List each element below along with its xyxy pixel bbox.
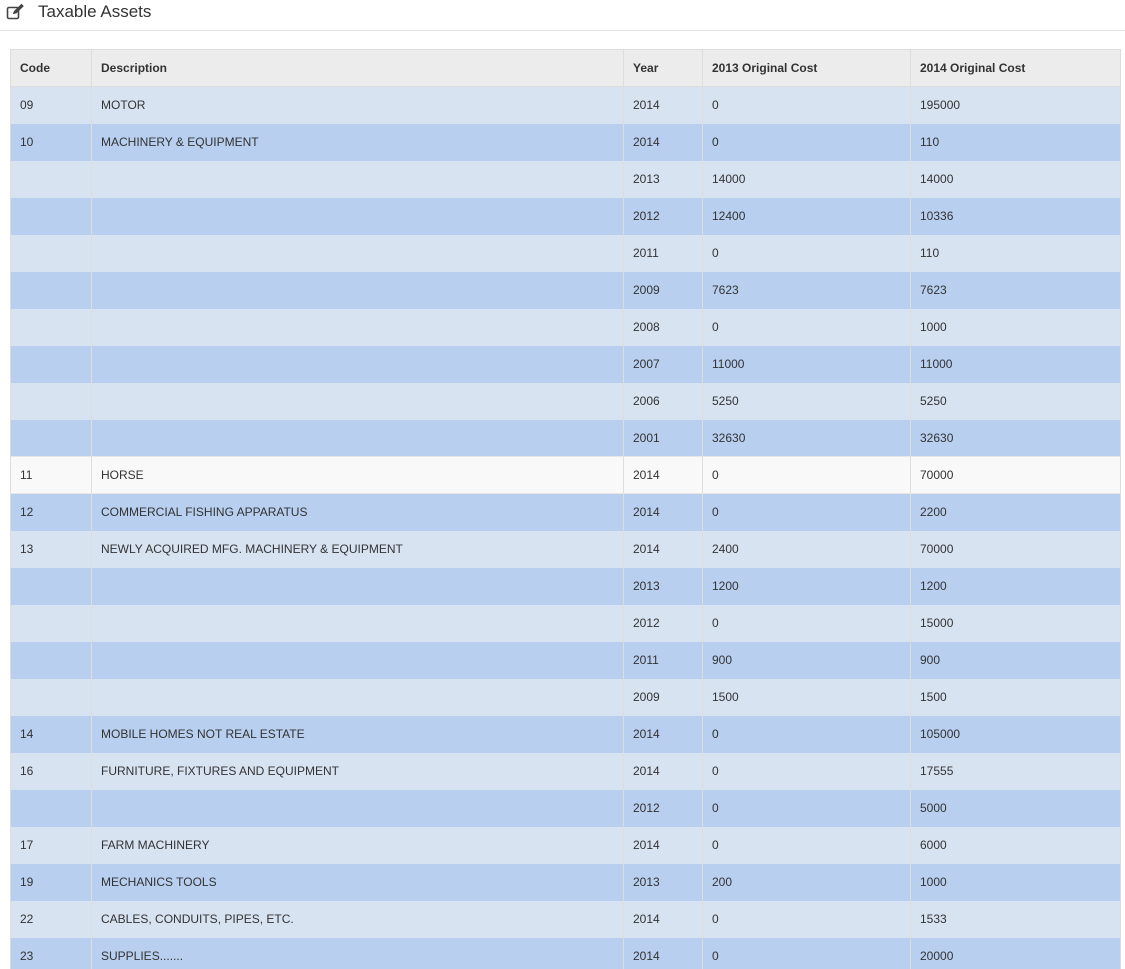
cell-description: MOBILE HOMES NOT REAL ESTATE [92,716,624,753]
table-body [11,87,1121,969]
cell-description [92,790,624,827]
cell-2013-original-cost: 0 [703,716,911,753]
table-row[interactable] [11,457,1121,494]
cell-code [11,272,92,309]
cell-year: 2001 [624,420,703,457]
cell-description [92,198,624,235]
cell-code: 22 [11,901,92,938]
cell-2013-original-cost: 0 [703,494,911,531]
cell-year: 2014 [624,494,703,531]
cell-year: 2013 [624,864,703,901]
cell-2014-original-cost: 900 [911,642,1121,679]
cell-2013-original-cost: 1500 [703,679,911,716]
cell-code: 14 [11,716,92,753]
cell-2013-original-cost: 0 [703,235,911,272]
cell-description [92,642,624,679]
cell-2014-original-cost: 7623 [911,272,1121,309]
cell-year: 2014 [624,457,703,494]
cell-year: 2006 [624,383,703,420]
cell-year: 2009 [624,272,703,309]
cell-description: MOTOR [92,87,624,124]
cell-code [11,642,92,679]
taxable-assets-table [10,49,1121,969]
panel-header [0,0,1125,31]
cell-code [11,605,92,642]
cell-description [92,346,624,383]
cell-description [92,679,624,716]
cell-year: 2011 [624,642,703,679]
cell-2014-original-cost: 70000 [911,457,1121,494]
cell-year: 2012 [624,198,703,235]
cell-2013-original-cost: 0 [703,309,911,346]
cell-code [11,346,92,383]
column-header-2013-original-cost[interactable]: 2013 Original Cost [703,50,911,87]
cell-2013-original-cost: 0 [703,87,911,124]
cell-description [92,309,624,346]
column-header-description[interactable]: Description [92,50,624,87]
cell-2014-original-cost: 110 [911,124,1121,161]
table-row[interactable] [11,235,1121,272]
cell-description [92,161,624,198]
cell-code [11,420,92,457]
cell-2014-original-cost: 1000 [911,864,1121,901]
cell-code: 11 [11,457,92,494]
table-row[interactable] [11,494,1121,531]
cell-2013-original-cost: 0 [703,124,911,161]
cell-code: 19 [11,864,92,901]
table-row[interactable] [11,346,1121,383]
table-row[interactable] [11,420,1121,457]
cell-code [11,198,92,235]
cell-year: 2014 [624,938,703,969]
table-row[interactable] [11,124,1121,161]
cell-code: 09 [11,87,92,124]
cell-code [11,679,92,716]
cell-description: COMMERCIAL FISHING APPARATUS [92,494,624,531]
table-row[interactable] [11,901,1121,938]
cell-year: 2013 [624,568,703,605]
cell-description: CABLES, CONDUITS, PIPES, ETC. [92,901,624,938]
table-row[interactable] [11,679,1121,716]
cell-code: 16 [11,753,92,790]
cell-description [92,605,624,642]
cell-2013-original-cost: 0 [703,457,911,494]
cell-code [11,383,92,420]
cell-description: MACHINERY & EQUIPMENT [92,124,624,161]
cell-2014-original-cost: 17555 [911,753,1121,790]
page-title: Taxable Assets [38,2,152,21]
cell-2014-original-cost: 32630 [911,420,1121,457]
cell-2014-original-cost: 105000 [911,716,1121,753]
table-row[interactable] [11,938,1121,969]
cell-2014-original-cost: 5250 [911,383,1121,420]
cell-2014-original-cost: 1000 [911,309,1121,346]
cell-year: 2011 [624,235,703,272]
cell-2014-original-cost: 20000 [911,938,1121,969]
cell-2013-original-cost: 12400 [703,198,911,235]
cell-year: 2012 [624,605,703,642]
cell-description: MECHANICS TOOLS [92,864,624,901]
column-header-code[interactable]: Code [11,50,92,87]
cell-code [11,568,92,605]
cell-year: 2008 [624,309,703,346]
column-header-year[interactable]: Year [624,50,703,87]
cell-2013-original-cost: 1200 [703,568,911,605]
cell-2013-original-cost: 0 [703,790,911,827]
cell-description [92,235,624,272]
cell-2013-original-cost: 0 [703,753,911,790]
cell-code: 13 [11,531,92,568]
cell-2014-original-cost: 14000 [911,161,1121,198]
cell-year: 2009 [624,679,703,716]
table-row[interactable] [11,716,1121,753]
cell-year: 2014 [624,87,703,124]
cell-2013-original-cost: 14000 [703,161,911,198]
cell-2013-original-cost: 7623 [703,272,911,309]
cell-description: NEWLY ACQUIRED MFG. MACHINERY & EQUIPMENT [92,531,624,568]
cell-description [92,272,624,309]
cell-2013-original-cost: 32630 [703,420,911,457]
cell-2014-original-cost: 6000 [911,827,1121,864]
cell-code [11,309,92,346]
cell-code [11,161,92,198]
cell-2013-original-cost: 200 [703,864,911,901]
cell-2013-original-cost: 2400 [703,531,911,568]
cell-2014-original-cost: 11000 [911,346,1121,383]
taxable-assets-table-container [10,49,1120,969]
table-row[interactable] [11,531,1121,568]
cell-code: 17 [11,827,92,864]
cell-year: 2012 [624,790,703,827]
table-row[interactable] [11,198,1121,235]
cell-2014-original-cost: 1500 [911,679,1121,716]
table-row[interactable] [11,753,1121,790]
cell-year: 2014 [624,827,703,864]
cell-description [92,568,624,605]
cell-description: SUPPLIES....... [92,938,624,969]
cell-2014-original-cost: 1533 [911,901,1121,938]
cell-2013-original-cost: 900 [703,642,911,679]
cell-year: 2014 [624,901,703,938]
table-row[interactable] [11,827,1121,864]
cell-2013-original-cost: 0 [703,938,911,969]
cell-2014-original-cost: 110 [911,235,1121,272]
cell-description: FURNITURE, FIXTURES AND EQUIPMENT [92,753,624,790]
cell-code: 12 [11,494,92,531]
cell-description [92,383,624,420]
cell-code [11,235,92,272]
cell-2014-original-cost: 2200 [911,494,1121,531]
table-row[interactable] [11,161,1121,198]
cell-description: FARM MACHINERY [92,827,624,864]
cell-2014-original-cost: 15000 [911,605,1121,642]
cell-2014-original-cost: 1200 [911,568,1121,605]
cell-year: 2014 [624,716,703,753]
cell-2014-original-cost: 70000 [911,531,1121,568]
cell-2013-original-cost: 5250 [703,383,911,420]
cell-description [92,420,624,457]
cell-code: 10 [11,124,92,161]
cell-year: 2014 [624,753,703,790]
cell-year: 2014 [624,531,703,568]
table-header-row [11,50,1121,87]
cell-code [11,790,92,827]
cell-2013-original-cost: 11000 [703,346,911,383]
edit-icon [6,3,26,21]
cell-code: 23 [11,938,92,969]
cell-2013-original-cost: 0 [703,827,911,864]
table-row[interactable] [11,790,1121,827]
table-row[interactable] [11,864,1121,901]
cell-year: 2013 [624,161,703,198]
cell-description: HORSE [92,457,624,494]
cell-year: 2007 [624,346,703,383]
cell-2014-original-cost: 10336 [911,198,1121,235]
cell-year: 2014 [624,124,703,161]
table-row[interactable] [11,642,1121,679]
table-row[interactable] [11,383,1121,420]
table-row[interactable] [11,568,1121,605]
cell-2013-original-cost: 0 [703,605,911,642]
table-row[interactable] [11,605,1121,642]
column-header-2014-original-cost[interactable]: 2014 Original Cost [911,50,1121,87]
cell-2014-original-cost: 195000 [911,87,1121,124]
table-row[interactable] [11,272,1121,309]
table-row[interactable] [11,309,1121,346]
cell-2014-original-cost: 5000 [911,790,1121,827]
cell-2013-original-cost: 0 [703,901,911,938]
table-row[interactable] [11,87,1121,124]
